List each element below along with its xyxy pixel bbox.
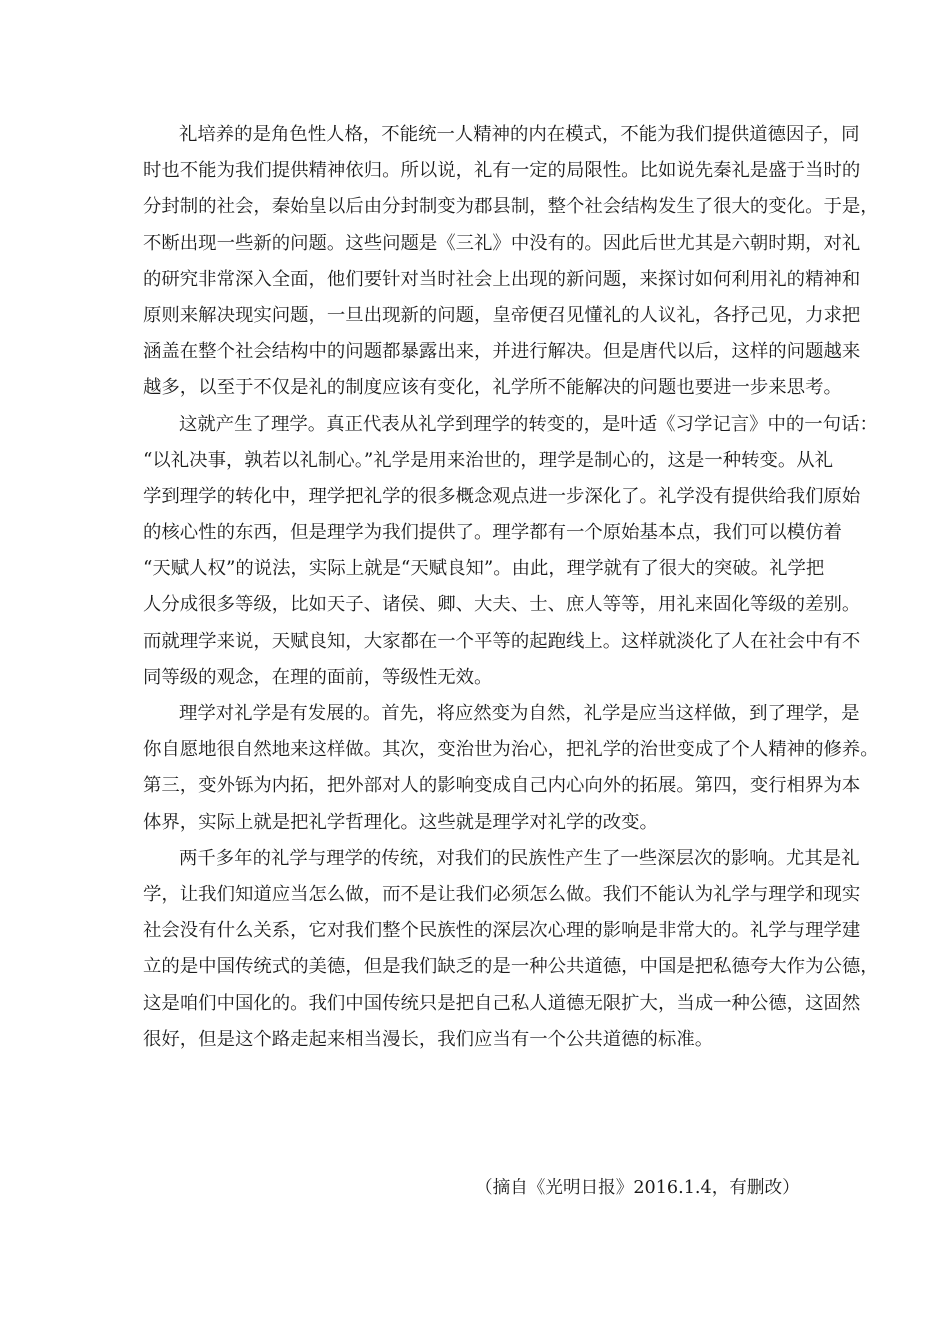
text-line: 礼培养的是角色性人格，不能统一人精神的内在模式，不能为我们提供道德因子，同: [179, 124, 860, 145]
text-line: 人分成很多等级，比如天子、诸侯、卿、大夫、士、庶人等等，用礼来固化等级的差别。: [143, 594, 861, 616]
text-line: 涵盖在整个社会结构中的问题都暴露出来，并进行解决。但是唐代以后，这样的问题越来: [143, 341, 861, 363]
text-line: 同等级的观念，在理的面前，等级性无效。: [143, 666, 493, 688]
text-line: 越多，以至于不仅是礼的制度应该有变化，礼学所不能解决的问题也要进一步来思考。: [143, 377, 842, 399]
text-line: 理学对礼学是有发展的。首先，将应然变为自然，礼学是应当这样做，到了理学，是: [179, 703, 860, 724]
text-line: 学到理学的转化中，理学把礼学的很多概念观点进一步深化了。礼学没有提供给我们原始: [143, 485, 861, 507]
text-line: 第三，变外铄为内拓，把外部对人的影响变成自己内心向外的拓展。第四，变行相界为本: [143, 775, 861, 797]
text-line: 体界，实际上就是把礼学哲理化。这些就是理学对礼学的改变。: [143, 811, 658, 833]
article-body: [143, 117, 879, 1058]
text-line: “天赋人权”的说法，实际上就是“天赋良知”。由此，理学就有了很大的突破。礼学把: [143, 558, 825, 580]
paragraph: [143, 841, 879, 1058]
text-line: 立的是中国传统式的美德，但是我们缺乏的是一种公共道德，中国是把私德夸大作为公德，: [143, 956, 879, 978]
text-line: 不断出现一些新的问题。这些问题是《三礼》中没有的。因此后世尤其是六朝时期，对礼: [143, 232, 861, 254]
text-line: 你自愿地很自然地来这样做。其次，变治世为治心，把礼学的治世变成了个人精神的修养。: [143, 739, 879, 761]
text-line: 很好，但是这个路走起来相当漫长，我们应当有一个公共道德的标准。: [143, 1028, 714, 1050]
paragraph: [143, 407, 878, 697]
text-line: 的研究非常深入全面，他们要针对当时社会上出现的新问题，来探讨如何利用礼的精神和: [143, 268, 861, 290]
text-line: 分封制的社会，秦始皇以后由分封制变为郡县制，整个社会结构发生了很大的变化。于是，: [143, 196, 879, 218]
text-line: 而就理学来说，天赋良知，大家都在一个平等的起跑线上。这样就淡化了人在社会中有不: [143, 630, 861, 652]
text-line: 这是咱们中国化的。我们中国传统只是把自己私人道德无限扩大，当成一种公德，这固然: [143, 992, 861, 1014]
text-line: 社会没有什么关系，它对我们整个民族性的深层次心理的影响是非常大的。礼学与理学建: [143, 920, 861, 942]
paragraph: [143, 696, 879, 841]
text-line: 原则来解决现实问题，一旦出现新的问题，皇帝便召见懂礼的人议礼，各抒己见，力求把: [143, 304, 861, 326]
text-line: 的核心性的东西，但是理学为我们提供了。理学都有一个原始基本点，我们可以模仿着: [143, 522, 842, 544]
paragraph: [143, 117, 879, 407]
text-line: 时也不能为我们提供精神依归。所以说，礼有一定的局限性。比如说先秦礼是盛于当时的: [143, 160, 861, 182]
text-line: 两千多年的礼学与理学的传统，对我们的民族性产生了一些深层次的影响。尤其是礼: [179, 847, 860, 869]
text-line: 这就产生了理学。真正代表从礼学到理学的转变的，是叶适《习学记言》中的一句话：: [179, 413, 878, 435]
text-line: 学，让我们知道应当怎么做，而不是让我们必须怎么做。我们不能认为礼学与理学和现实: [143, 883, 861, 905]
text-line: “以礼决事，孰若以礼制心。”礼学是用来治世的，理学是制心的，这是一种转变。从礼: [143, 449, 834, 471]
article-source: （摘自《光明日报》2016.1.4，有删改）: [475, 1178, 800, 1198]
